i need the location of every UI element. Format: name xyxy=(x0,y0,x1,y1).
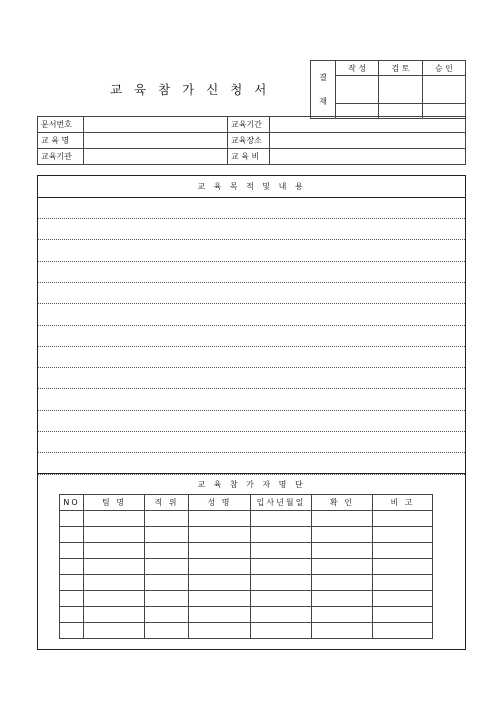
approval-header-write: 작 성 xyxy=(336,61,379,76)
roster-cell-position[interactable] xyxy=(145,559,189,575)
roster-header-remarks: 비 고 xyxy=(373,495,433,511)
table-row xyxy=(60,591,433,607)
roster-header-no: NO xyxy=(60,495,84,511)
roster-header-position: 직 위 xyxy=(145,495,189,511)
period-field[interactable] xyxy=(270,117,466,133)
roster-cell-confirm[interactable] xyxy=(312,575,373,591)
roster-cell-remarks[interactable] xyxy=(373,623,433,639)
roster-cell-hire-date[interactable] xyxy=(251,591,312,607)
roster-cell-hire-date[interactable] xyxy=(251,511,312,527)
roster-header-team: 팀 명 xyxy=(84,495,145,511)
approval-header-review: 검 토 xyxy=(379,61,422,76)
roster-cell-confirm[interactable] xyxy=(312,511,373,527)
doc-number-field[interactable] xyxy=(84,117,228,133)
approval-table xyxy=(310,60,466,119)
roster-cell-name[interactable] xyxy=(189,559,251,575)
place-field[interactable] xyxy=(270,133,466,149)
purpose-line[interactable] xyxy=(38,410,465,411)
fee-field[interactable] xyxy=(270,149,466,165)
doc-number-label: 문서번호 xyxy=(38,117,84,133)
purpose-line[interactable] xyxy=(38,452,465,453)
course-name-label: 교 육 명 xyxy=(38,133,84,149)
roster-cell-name[interactable] xyxy=(189,543,251,559)
roster-cell-position[interactable] xyxy=(145,511,189,527)
approval-label-bottom: 재 xyxy=(319,96,327,106)
course-name-field[interactable] xyxy=(84,133,228,149)
table-row xyxy=(60,543,433,559)
purpose-line[interactable] xyxy=(38,282,465,283)
purpose-line[interactable] xyxy=(38,218,465,219)
purpose-line[interactable] xyxy=(38,388,465,389)
purpose-line[interactable] xyxy=(38,239,465,240)
roster-cell-hire-date[interactable] xyxy=(251,575,312,591)
purpose-line[interactable] xyxy=(38,431,465,432)
table-row xyxy=(60,623,433,639)
roster-cell-name[interactable] xyxy=(189,511,251,527)
org-field[interactable] xyxy=(84,149,228,165)
roster-cell-remarks[interactable] xyxy=(373,527,433,543)
roster-cell-name[interactable] xyxy=(189,623,251,639)
purpose-line[interactable] xyxy=(38,303,465,304)
table-row xyxy=(60,527,433,543)
roster-cell-remarks[interactable] xyxy=(373,543,433,559)
table-row xyxy=(60,575,433,591)
roster-cell-position[interactable] xyxy=(145,623,189,639)
period-label: 교육기간 xyxy=(228,117,270,133)
approval-sign-write[interactable] xyxy=(336,76,379,104)
approval-sign-review[interactable] xyxy=(379,76,422,104)
roster-cell-hire-date[interactable] xyxy=(251,543,312,559)
roster-cell-position[interactable] xyxy=(145,607,189,623)
roster-header-name: 성 명 xyxy=(189,495,251,511)
approval-label xyxy=(311,61,336,119)
roster-cell-position[interactable] xyxy=(145,543,189,559)
roster-cell-name[interactable] xyxy=(189,591,251,607)
approval-label-top: 결 xyxy=(319,72,327,82)
roster-cell-position[interactable] xyxy=(145,591,189,607)
roster-cell-team[interactable] xyxy=(84,511,145,527)
roster-cell-team[interactable] xyxy=(84,559,145,575)
fee-label: 교 육 비 xyxy=(228,149,270,165)
roster-cell-team[interactable] xyxy=(84,607,145,623)
document-title: 교 육 참 가 신 청 서 xyxy=(110,82,271,97)
purpose-line[interactable] xyxy=(38,325,465,326)
roster-cell-position[interactable] xyxy=(145,527,189,543)
roster-cell-confirm[interactable] xyxy=(312,527,373,543)
purpose-line[interactable] xyxy=(38,367,465,368)
roster-cell-no[interactable] xyxy=(60,607,84,623)
info-table xyxy=(37,116,466,165)
roster-cell-no[interactable] xyxy=(60,527,84,543)
purpose-line[interactable] xyxy=(38,261,465,262)
roster-cell-confirm[interactable] xyxy=(312,623,373,639)
roster-cell-no[interactable] xyxy=(60,623,84,639)
roster-cell-no[interactable] xyxy=(60,591,84,607)
roster-cell-remarks[interactable] xyxy=(373,559,433,575)
purpose-heading: 교 육 목 적 및 내 용 xyxy=(38,176,465,198)
main-box xyxy=(37,175,466,650)
roster-cell-confirm[interactable] xyxy=(312,543,373,559)
place-label: 교육장소 xyxy=(228,133,270,149)
roster-header-hire-date: 입사년월일 xyxy=(251,495,312,511)
roster-cell-confirm[interactable] xyxy=(312,591,373,607)
roster-cell-name[interactable] xyxy=(189,607,251,623)
roster-cell-confirm[interactable] xyxy=(312,607,373,623)
roster-heading: 교 육 참 가 자 명 단 xyxy=(197,480,306,489)
roster-cell-position[interactable] xyxy=(145,575,189,591)
roster-cell-team[interactable] xyxy=(84,527,145,543)
roster-cell-hire-date[interactable] xyxy=(251,559,312,575)
org-label: 교육기관 xyxy=(38,149,84,165)
roster-header-confirm: 확 인 xyxy=(312,495,373,511)
purpose-line[interactable] xyxy=(38,346,465,347)
approval-header-approve: 승 인 xyxy=(422,61,465,76)
roster-cell-team[interactable] xyxy=(84,591,145,607)
roster-cell-hire-date[interactable] xyxy=(251,623,312,639)
roster-cell-no[interactable] xyxy=(60,543,84,559)
table-row xyxy=(60,559,433,575)
roster-table xyxy=(59,494,433,639)
roster-cell-name[interactable] xyxy=(189,575,251,591)
roster-cell-remarks[interactable] xyxy=(373,511,433,527)
roster-cell-confirm[interactable] xyxy=(312,559,373,575)
roster-cell-remarks[interactable] xyxy=(373,591,433,607)
roster-cell-remarks[interactable] xyxy=(373,575,433,591)
roster-cell-no[interactable] xyxy=(60,559,84,575)
roster-cell-team[interactable] xyxy=(84,543,145,559)
roster-cell-no[interactable] xyxy=(60,575,84,591)
roster-cell-no[interactable] xyxy=(60,511,84,527)
roster-cell-team[interactable] xyxy=(84,575,145,591)
roster-cell-name[interactable] xyxy=(189,527,251,543)
section-divider xyxy=(38,473,465,474)
approval-sign-approve[interactable] xyxy=(422,76,465,104)
table-row xyxy=(60,511,433,527)
roster-cell-team[interactable] xyxy=(84,623,145,639)
roster-cell-remarks[interactable] xyxy=(373,607,433,623)
roster-cell-hire-date[interactable] xyxy=(251,527,312,543)
table-row xyxy=(60,607,433,623)
roster-cell-hire-date[interactable] xyxy=(251,607,312,623)
